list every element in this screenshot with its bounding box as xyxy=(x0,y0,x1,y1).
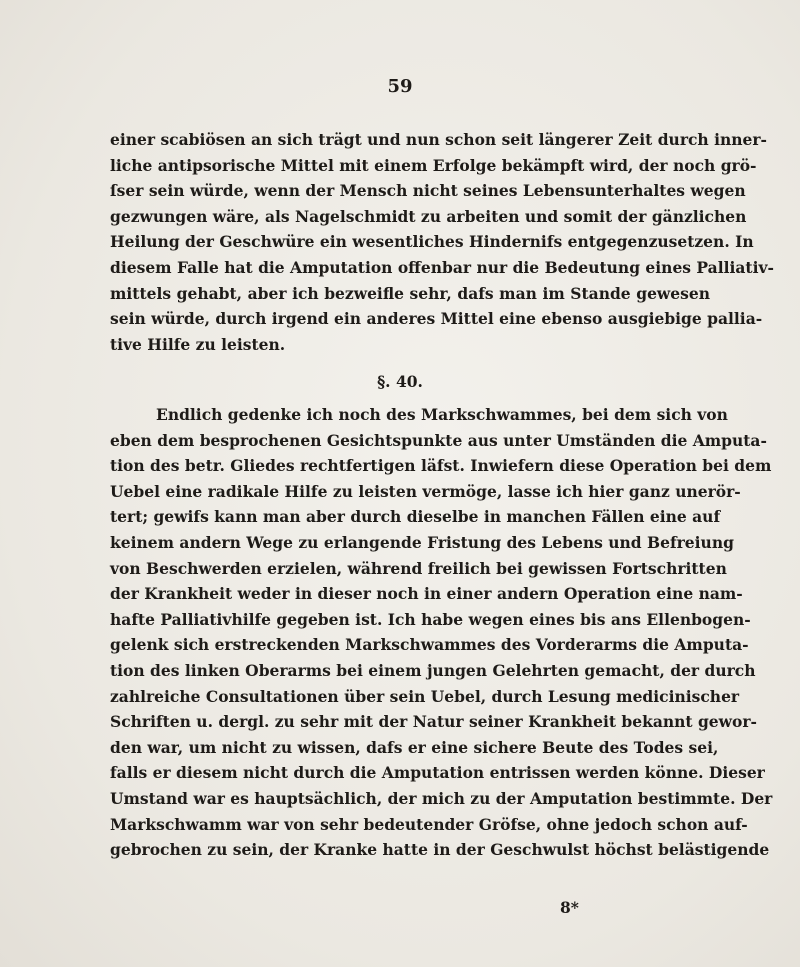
text-line: tert; gewifs kann man aber durch dieselbe in manchen Fällen eine auf xyxy=(110,507,721,527)
text-line: Uebel eine radikale Hilfe zu leisten vermöge, lasse ich hier ganz unerör- xyxy=(110,481,741,501)
paragraph-1 xyxy=(110,127,774,357)
text-line: tion des linken Oberarms bei einem jungen Gelehrten gemacht, der durch xyxy=(110,660,756,680)
text-line: diesem Falle hat die Amputation offenbar nur die Bedeutung eines Palliativ- xyxy=(110,257,774,277)
section-heading: §. 40. xyxy=(377,372,423,391)
text-line: Umstand war es hauptsächlich, der mich zu der Amputation bestimmte. Der xyxy=(110,788,773,808)
text-line: einer scabiösen an sich trägt und nun schon seit längerer Zeit durch inner- xyxy=(110,130,767,149)
text-line: Heilung der Geschwüre ein wesentliches Hindernifs entgegenzusetzen. In xyxy=(110,232,754,252)
text-line: eben dem besprochenen Gesichtspunkte aus unter Umständen die Amputa- xyxy=(110,430,767,450)
text-line: liche antipsorische Mittel mit einem Erfolge bekämpft wird, der noch grö- xyxy=(110,155,757,175)
text-line: falls er diesem nicht durch die Amputation entrissen werden könne. Dieser xyxy=(110,763,765,783)
text-line: tion des betr. Gliedes rechtfertigen läfst. Inwiefern diese Operation bei dem xyxy=(110,456,772,476)
signature-mark: 8* xyxy=(560,898,579,917)
page-number: 59 xyxy=(387,76,413,97)
text-line: ſser sein würde, wenn der Mensch nicht seines Lebensunterhaltes wegen xyxy=(110,181,746,201)
paragraph-2 xyxy=(110,402,773,863)
text-line: der Krankheit weder in dieser noch in einer andern Operation eine nam- xyxy=(110,584,743,604)
text-line: Schriften u. dergl. zu sehr mit der Natur seiner Krankheit bekannt gewor- xyxy=(110,712,757,732)
text-line: Endlich gedenke ich noch des Markschwammes, bei dem sich von xyxy=(156,405,728,424)
text-line: keinem andern Wege zu erlangende Fristung des Lebens und Befreiung xyxy=(110,532,734,552)
text-line: tive Hilfe zu leisten. xyxy=(110,334,286,354)
text-line: gezwungen wäre, als Nagelschmidt zu arbeiten und somit der gänzlichen xyxy=(110,206,747,226)
text-line: von Beschwerden erzielen, während freilich bei gewissen Fortschritten xyxy=(110,558,727,578)
text-line: zahlreiche Consultationen über sein Uebel, durch Lesung medicinischer xyxy=(110,686,740,706)
text-line: mittels gehabt, aber ich bezweifle sehr, dafs man im Stande gewesen xyxy=(110,283,710,303)
text-line: Markschwamm war von sehr bedeutender Gröfse, ohne jedoch schon auf- xyxy=(110,814,748,834)
text-line: hafte Palliativhilfe gegeben ist. Ich habe wegen eines bis ans Ellenbogen- xyxy=(110,609,751,629)
text-line: gelenk sich erstreckenden Markschwammes des Vorderarms die Amputa- xyxy=(110,635,749,655)
text-line: gebrochen zu sein, der Kranke hatte in der Geschwulst höchst belästigende xyxy=(110,840,770,860)
text-line: den war, um nicht zu wissen, dafs er eine sichere Beute des Todes sei, xyxy=(110,737,719,757)
text-line: sein würde, durch irgend ein anderes Mittel eine ebenso ausgiebige pallia- xyxy=(110,309,763,329)
